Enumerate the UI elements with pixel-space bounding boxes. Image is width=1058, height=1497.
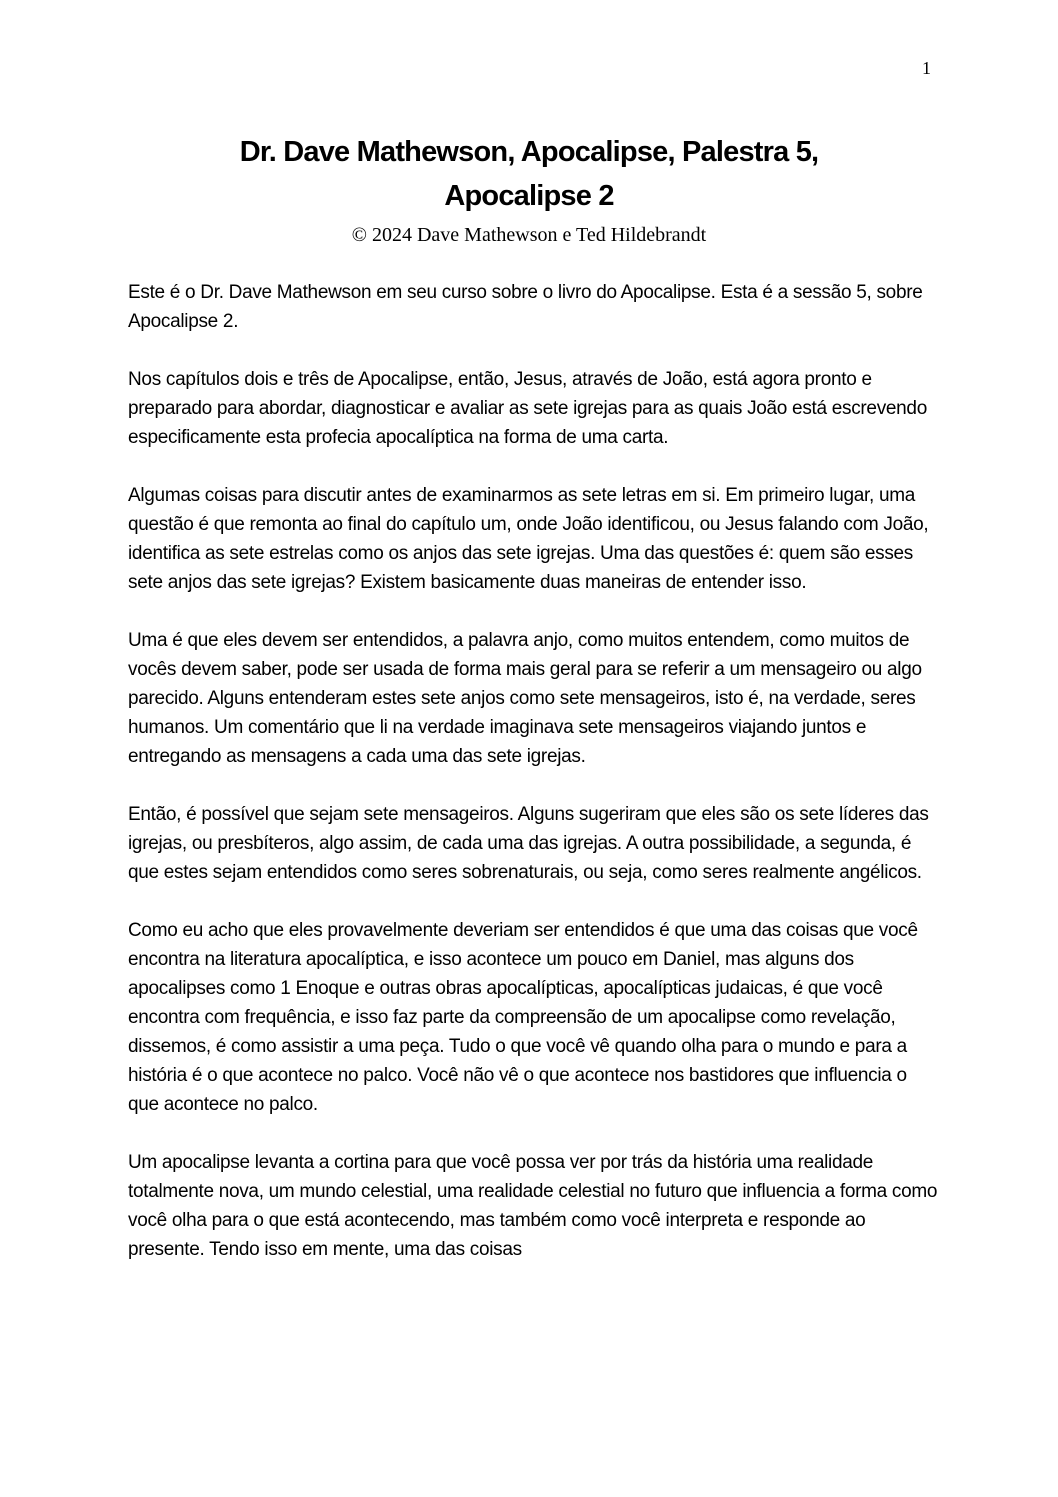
- document-title: [0, 0, 1058, 218]
- paragraph: Este é o Dr. Dave Mathewson em seu curso sobre o livro do Apocalipse. Esta é a sessão 5, sobre Apocalipse 2.: [128, 282, 923, 332]
- title-line-1: Dr. Dave Mathewson, Apocalipse, Palestra 5,: [239, 136, 819, 168]
- copyright-line: © 2024 Dave Mathewson e Ted Hildebrandt: [351, 224, 707, 246]
- document-body: [128, 278, 938, 1264]
- paragraph: Como eu acho que eles provavelmente deveriam ser entendidos é que uma das coisas que você encontra na literatura apocalíptica, e isso acontece um pouco em Daniel, mas alguns dos apocalipses como 1 Enoque e outras obras apocalípticas, apocalípticas judaicas, é que você encontra com frequência, e isso faz parte da compreensão de um apocalipse como revelação, dissemos, é como assistir a uma peça. Tudo o que você vê quando olha para o mundo e para a história é o que acontece no palco. Você não vê o que acontece nos bastidores que influencia o que acontece no palco.: [128, 920, 918, 1115]
- paragraph: Nos capítulos dois e três de Apocalipse, então, Jesus, através de João, está agora pronto e preparado para abordar, diagnosticar e avaliar as sete igrejas para as quais João está escrevendo especificamente esta profecia apocalíptica na forma de uma carta.: [128, 369, 927, 448]
- title-line-2: Apocalipse 2: [444, 180, 614, 212]
- paragraph: Então, é possível que sejam sete mensageiros. Alguns sugeriram que eles são os sete líderes das igrejas, ou presbíteros, algo assim, de cada uma das igrejas. A outra possibilidade, a segunda, é que estes sejam entendidos como seres sobrenaturais, ou seja, como seres realmente angélicos.: [128, 804, 929, 883]
- paragraph: Uma é que eles devem ser entendidos, a palavra anjo, como muitos entendem, como muitos de vocês devem saber, pode ser usada de forma mais geral para se referir a um mensageiro ou algo parecido. Alguns entenderam estes sete anjos como sete mensageiros, isto é, na verdade, seres humanos. Um comentário que li na verdade imaginava sete mensageiros viajando juntos e entregando as mensagens a cada uma das sete igrejas.: [128, 630, 922, 767]
- paragraph: Algumas coisas para discutir antes de examinarmos as sete letras em si. Em primeiro lugar, uma questão é que remonta ao final do capítulo um, onde João identificou, ou Jesus falando com João, identifica as sete estrelas como os anjos das sete igrejas. Uma das questões é: quem são esses sete anjos das sete igrejas? Existem basicamente duas maneiras de entender isso.: [128, 485, 929, 593]
- page-number: 1: [922, 58, 931, 78]
- paragraph: Um apocalipse levanta a cortina para que você possa ver por trás da história uma realidade totalmente nova, um mundo celestial, uma realidade celestial no futuro que influencia a forma como você olha para o que está acontecendo, mas também como você interpreta e responde ao presente. Tendo isso em mente, uma das coisas: [128, 1152, 938, 1260]
